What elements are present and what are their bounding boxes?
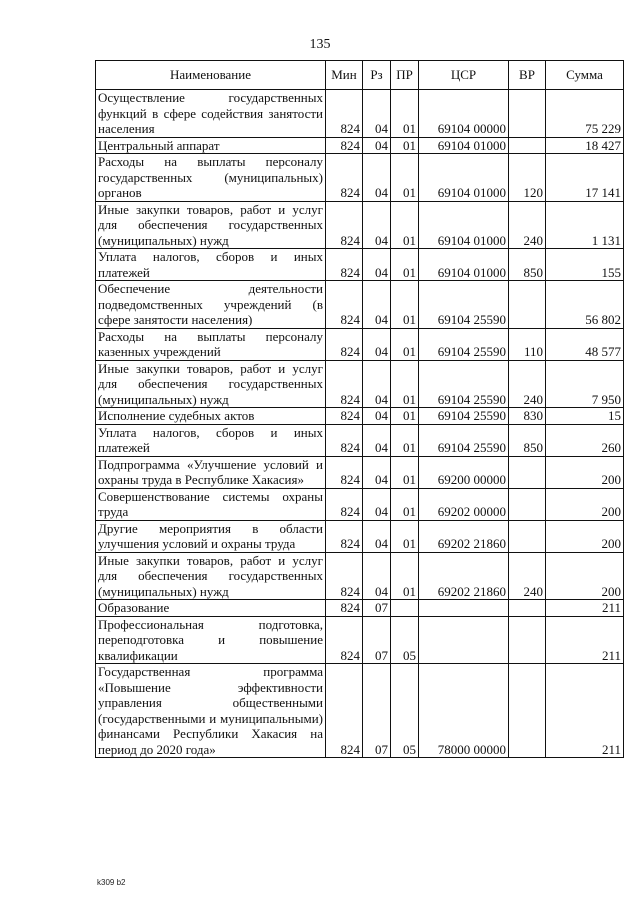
column-header-rz: Рз — [363, 61, 391, 90]
column-header-vr: ВР — [509, 61, 546, 90]
cell-rz: 04 — [363, 281, 391, 329]
cell-vr — [509, 137, 546, 154]
cell-rz: 04 — [363, 408, 391, 425]
table-row — [96, 408, 624, 425]
cell-csr: 69104 25590 — [419, 281, 509, 329]
cell-min: 824 — [326, 520, 363, 552]
budget-table — [95, 60, 624, 758]
cell-name: Подпрограмма «Улучшение условий и охраны труда в Республике Хакасия» — [96, 456, 326, 488]
table-row — [96, 616, 624, 664]
cell-pr: 01 — [391, 488, 419, 520]
cell-pr: 01 — [391, 90, 419, 138]
cell-min: 824 — [326, 408, 363, 425]
table-row — [96, 154, 624, 202]
cell-rz: 04 — [363, 137, 391, 154]
cell-pr: 01 — [391, 249, 419, 281]
cell-pr: 01 — [391, 154, 419, 202]
cell-vr — [509, 664, 546, 758]
cell-name: Другие мероприятия в области улучшения условий и охраны труда — [96, 520, 326, 552]
cell-vr — [509, 90, 546, 138]
cell-min: 824 — [326, 281, 363, 329]
cell-min: 824 — [326, 328, 363, 360]
column-header-sum: Сумма — [546, 61, 624, 90]
cell-rz: 04 — [363, 201, 391, 249]
cell-rz: 04 — [363, 154, 391, 202]
cell-vr: 240 — [509, 360, 546, 408]
cell-name: Обеспечение деятельности подведомственных учреждений (в сфере занятости населения) — [96, 281, 326, 329]
cell-pr: 01 — [391, 328, 419, 360]
cell-min: 824 — [326, 488, 363, 520]
cell-name: Центральный аппарат — [96, 137, 326, 154]
cell-vr — [509, 488, 546, 520]
column-header-csr: ЦСР — [419, 61, 509, 90]
cell-pr: 01 — [391, 137, 419, 154]
cell-csr: 69104 01000 — [419, 249, 509, 281]
cell-rz: 04 — [363, 90, 391, 138]
cell-name: Профессиональная подготовка, переподготовка и повышение квалификации — [96, 616, 326, 664]
cell-rz: 07 — [363, 664, 391, 758]
cell-sum: 200 — [546, 488, 624, 520]
table-row — [96, 281, 624, 329]
cell-rz: 04 — [363, 328, 391, 360]
table-row — [96, 488, 624, 520]
table-row — [96, 360, 624, 408]
cell-rz: 07 — [363, 600, 391, 617]
cell-vr — [509, 600, 546, 617]
table-row — [96, 552, 624, 600]
cell-vr: 850 — [509, 249, 546, 281]
cell-min: 824 — [326, 616, 363, 664]
cell-sum: 260 — [546, 424, 624, 456]
cell-pr: 01 — [391, 424, 419, 456]
table-row — [96, 328, 624, 360]
cell-csr: 69202 21860 — [419, 552, 509, 600]
cell-name: Расходы на выплаты персоналу казенных учреждений — [96, 328, 326, 360]
table-row — [96, 456, 624, 488]
table-row — [96, 137, 624, 154]
cell-rz: 04 — [363, 520, 391, 552]
table-header-row — [96, 61, 624, 90]
cell-csr: 78000 00000 — [419, 664, 509, 758]
cell-name: Уплата налогов, сборов и иных платежей — [96, 249, 326, 281]
table-body — [96, 90, 624, 758]
cell-name: Совершенствование системы охраны труда — [96, 488, 326, 520]
cell-rz: 04 — [363, 360, 391, 408]
cell-csr — [419, 600, 509, 617]
table-row — [96, 664, 624, 758]
cell-sum: 18 427 — [546, 137, 624, 154]
cell-csr: 69104 25590 — [419, 424, 509, 456]
cell-min: 824 — [326, 90, 363, 138]
cell-pr: 01 — [391, 552, 419, 600]
table-row — [96, 600, 624, 617]
cell-min: 824 — [326, 552, 363, 600]
cell-sum: 7 950 — [546, 360, 624, 408]
cell-sum: 1 131 — [546, 201, 624, 249]
cell-min: 824 — [326, 600, 363, 617]
cell-sum: 200 — [546, 552, 624, 600]
cell-min: 824 — [326, 249, 363, 281]
cell-name: Иные закупки товаров, работ и услуг для обеспечения государственных (муниципальных) нужд — [96, 360, 326, 408]
cell-csr: 69104 25590 — [419, 328, 509, 360]
cell-csr: 69104 01000 — [419, 201, 509, 249]
cell-min: 824 — [326, 201, 363, 249]
cell-sum: 211 — [546, 664, 624, 758]
cell-csr: 69104 00000 — [419, 90, 509, 138]
cell-vr: 850 — [509, 424, 546, 456]
cell-name: Уплата налогов, сборов и иных платежей — [96, 424, 326, 456]
cell-csr: 69104 01000 — [419, 137, 509, 154]
cell-csr: 69202 21860 — [419, 520, 509, 552]
cell-csr: 69202 00000 — [419, 488, 509, 520]
cell-min: 824 — [326, 424, 363, 456]
cell-min: 824 — [326, 137, 363, 154]
cell-pr: 01 — [391, 408, 419, 425]
cell-name: Образование — [96, 600, 326, 617]
cell-name: Расходы на выплаты персоналу государственных (муниципальных) органов — [96, 154, 326, 202]
cell-csr: 69200 00000 — [419, 456, 509, 488]
cell-rz: 04 — [363, 552, 391, 600]
cell-pr: 05 — [391, 664, 419, 758]
cell-csr: 69104 01000 — [419, 154, 509, 202]
column-header-min: Мин — [326, 61, 363, 90]
cell-sum: 17 141 — [546, 154, 624, 202]
cell-pr: 01 — [391, 281, 419, 329]
cell-pr: 05 — [391, 616, 419, 664]
cell-vr: 120 — [509, 154, 546, 202]
cell-vr: 830 — [509, 408, 546, 425]
column-header-name: Наименование — [96, 61, 326, 90]
table-row — [96, 424, 624, 456]
cell-sum: 200 — [546, 520, 624, 552]
cell-rz: 04 — [363, 456, 391, 488]
cell-name: Иные закупки товаров, работ и услуг для обеспечения государственных (муниципальных) нужд — [96, 201, 326, 249]
cell-name: Осуществление государственных функций в сфере содействия занятости населения — [96, 90, 326, 138]
cell-sum: 155 — [546, 249, 624, 281]
cell-name: Государственная программа «Повышение эффективности управления общественными (государственными и муниципальными) финансами Республики Хакасия на период до 2020 года» — [96, 664, 326, 758]
cell-vr: 240 — [509, 552, 546, 600]
cell-pr: 01 — [391, 456, 419, 488]
cell-sum: 56 802 — [546, 281, 624, 329]
table-row — [96, 90, 624, 138]
cell-pr: 01 — [391, 201, 419, 249]
cell-vr — [509, 520, 546, 552]
table-row — [96, 249, 624, 281]
cell-sum: 200 — [546, 456, 624, 488]
cell-vr — [509, 616, 546, 664]
cell-vr: 240 — [509, 201, 546, 249]
cell-min: 824 — [326, 360, 363, 408]
cell-vr: 110 — [509, 328, 546, 360]
cell-csr — [419, 616, 509, 664]
cell-sum: 211 — [546, 616, 624, 664]
cell-rz: 04 — [363, 424, 391, 456]
cell-csr: 69104 25590 — [419, 408, 509, 425]
cell-sum: 211 — [546, 600, 624, 617]
table-row — [96, 520, 624, 552]
cell-name: Исполнение судебных актов — [96, 408, 326, 425]
cell-vr — [509, 456, 546, 488]
page-number: 135 — [309, 37, 331, 52]
cell-rz: 07 — [363, 616, 391, 664]
cell-pr — [391, 600, 419, 617]
cell-csr: 69104 25590 — [419, 360, 509, 408]
table-row — [96, 201, 624, 249]
cell-sum: 48 577 — [546, 328, 624, 360]
cell-min: 824 — [326, 664, 363, 758]
cell-sum: 75 229 — [546, 90, 624, 138]
cell-min: 824 — [326, 154, 363, 202]
footer-code: k309 b2 — [97, 878, 126, 887]
cell-min: 824 — [326, 456, 363, 488]
cell-name: Иные закупки товаров, работ и услуг для обеспечения государственных (муниципальных) нужд — [96, 552, 326, 600]
cell-sum: 15 — [546, 408, 624, 425]
cell-rz: 04 — [363, 488, 391, 520]
cell-rz: 04 — [363, 249, 391, 281]
cell-pr: 01 — [391, 520, 419, 552]
cell-vr — [509, 281, 546, 329]
column-header-pr: ПР — [391, 61, 419, 90]
cell-pr: 01 — [391, 360, 419, 408]
